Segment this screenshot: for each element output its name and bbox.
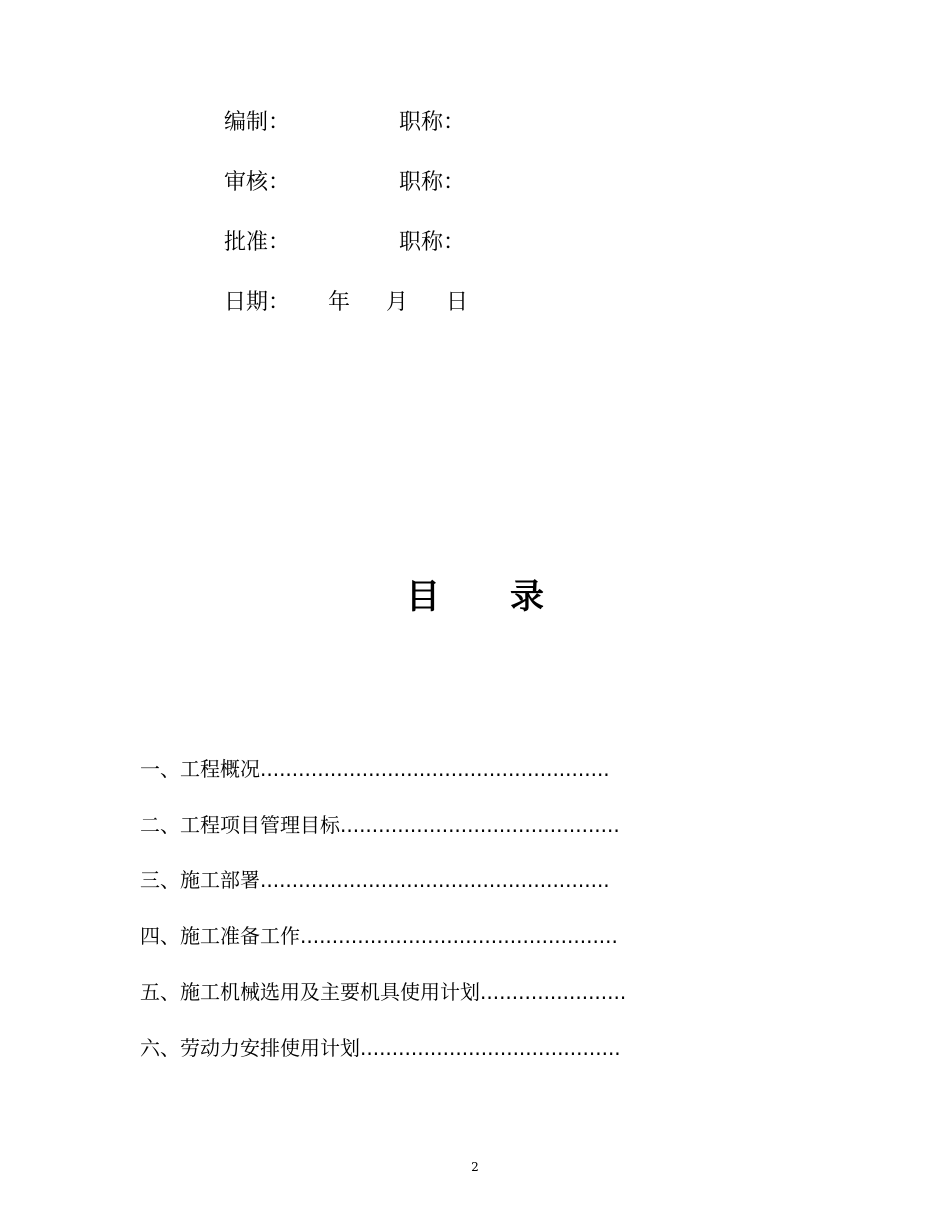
compiler-label: 编制： [224, 110, 291, 135]
toc-item-labor[interactable]: 六、劳动力安排使用计划......................................... [140, 1036, 621, 1060]
toc-item-machinery[interactable]: 五、施工机械选用及主要机具使用计划....................... [140, 980, 627, 1004]
date-day: 日 [446, 290, 469, 315]
toc-item-preparation[interactable]: 四、施工准备工作.................................................. [140, 924, 618, 948]
toc-title [0, 572, 950, 622]
toc-title-left: 目 [406, 577, 440, 617]
date-year: 年 [328, 290, 351, 315]
approver-title-label: 职称： [399, 230, 466, 255]
date-label: 日期： [224, 290, 291, 315]
toc-item-management-goals[interactable]: 二、工程项目管理目标............................................ [140, 813, 620, 837]
page-number: 2 [471, 1160, 479, 1174]
date-month: 月 [386, 290, 409, 315]
toc-item-overview[interactable]: 一、工程概况....................................................... [140, 757, 610, 781]
toc-item-deployment[interactable]: 三、施工部署....................................................... [140, 868, 610, 892]
approver-label: 批准： [224, 230, 291, 255]
reviewer-label: 审核： [224, 170, 291, 195]
compiler-title-label: 职称： [399, 110, 466, 135]
toc-title-right: 录 [510, 577, 544, 617]
reviewer-title-label: 职称： [399, 170, 466, 195]
